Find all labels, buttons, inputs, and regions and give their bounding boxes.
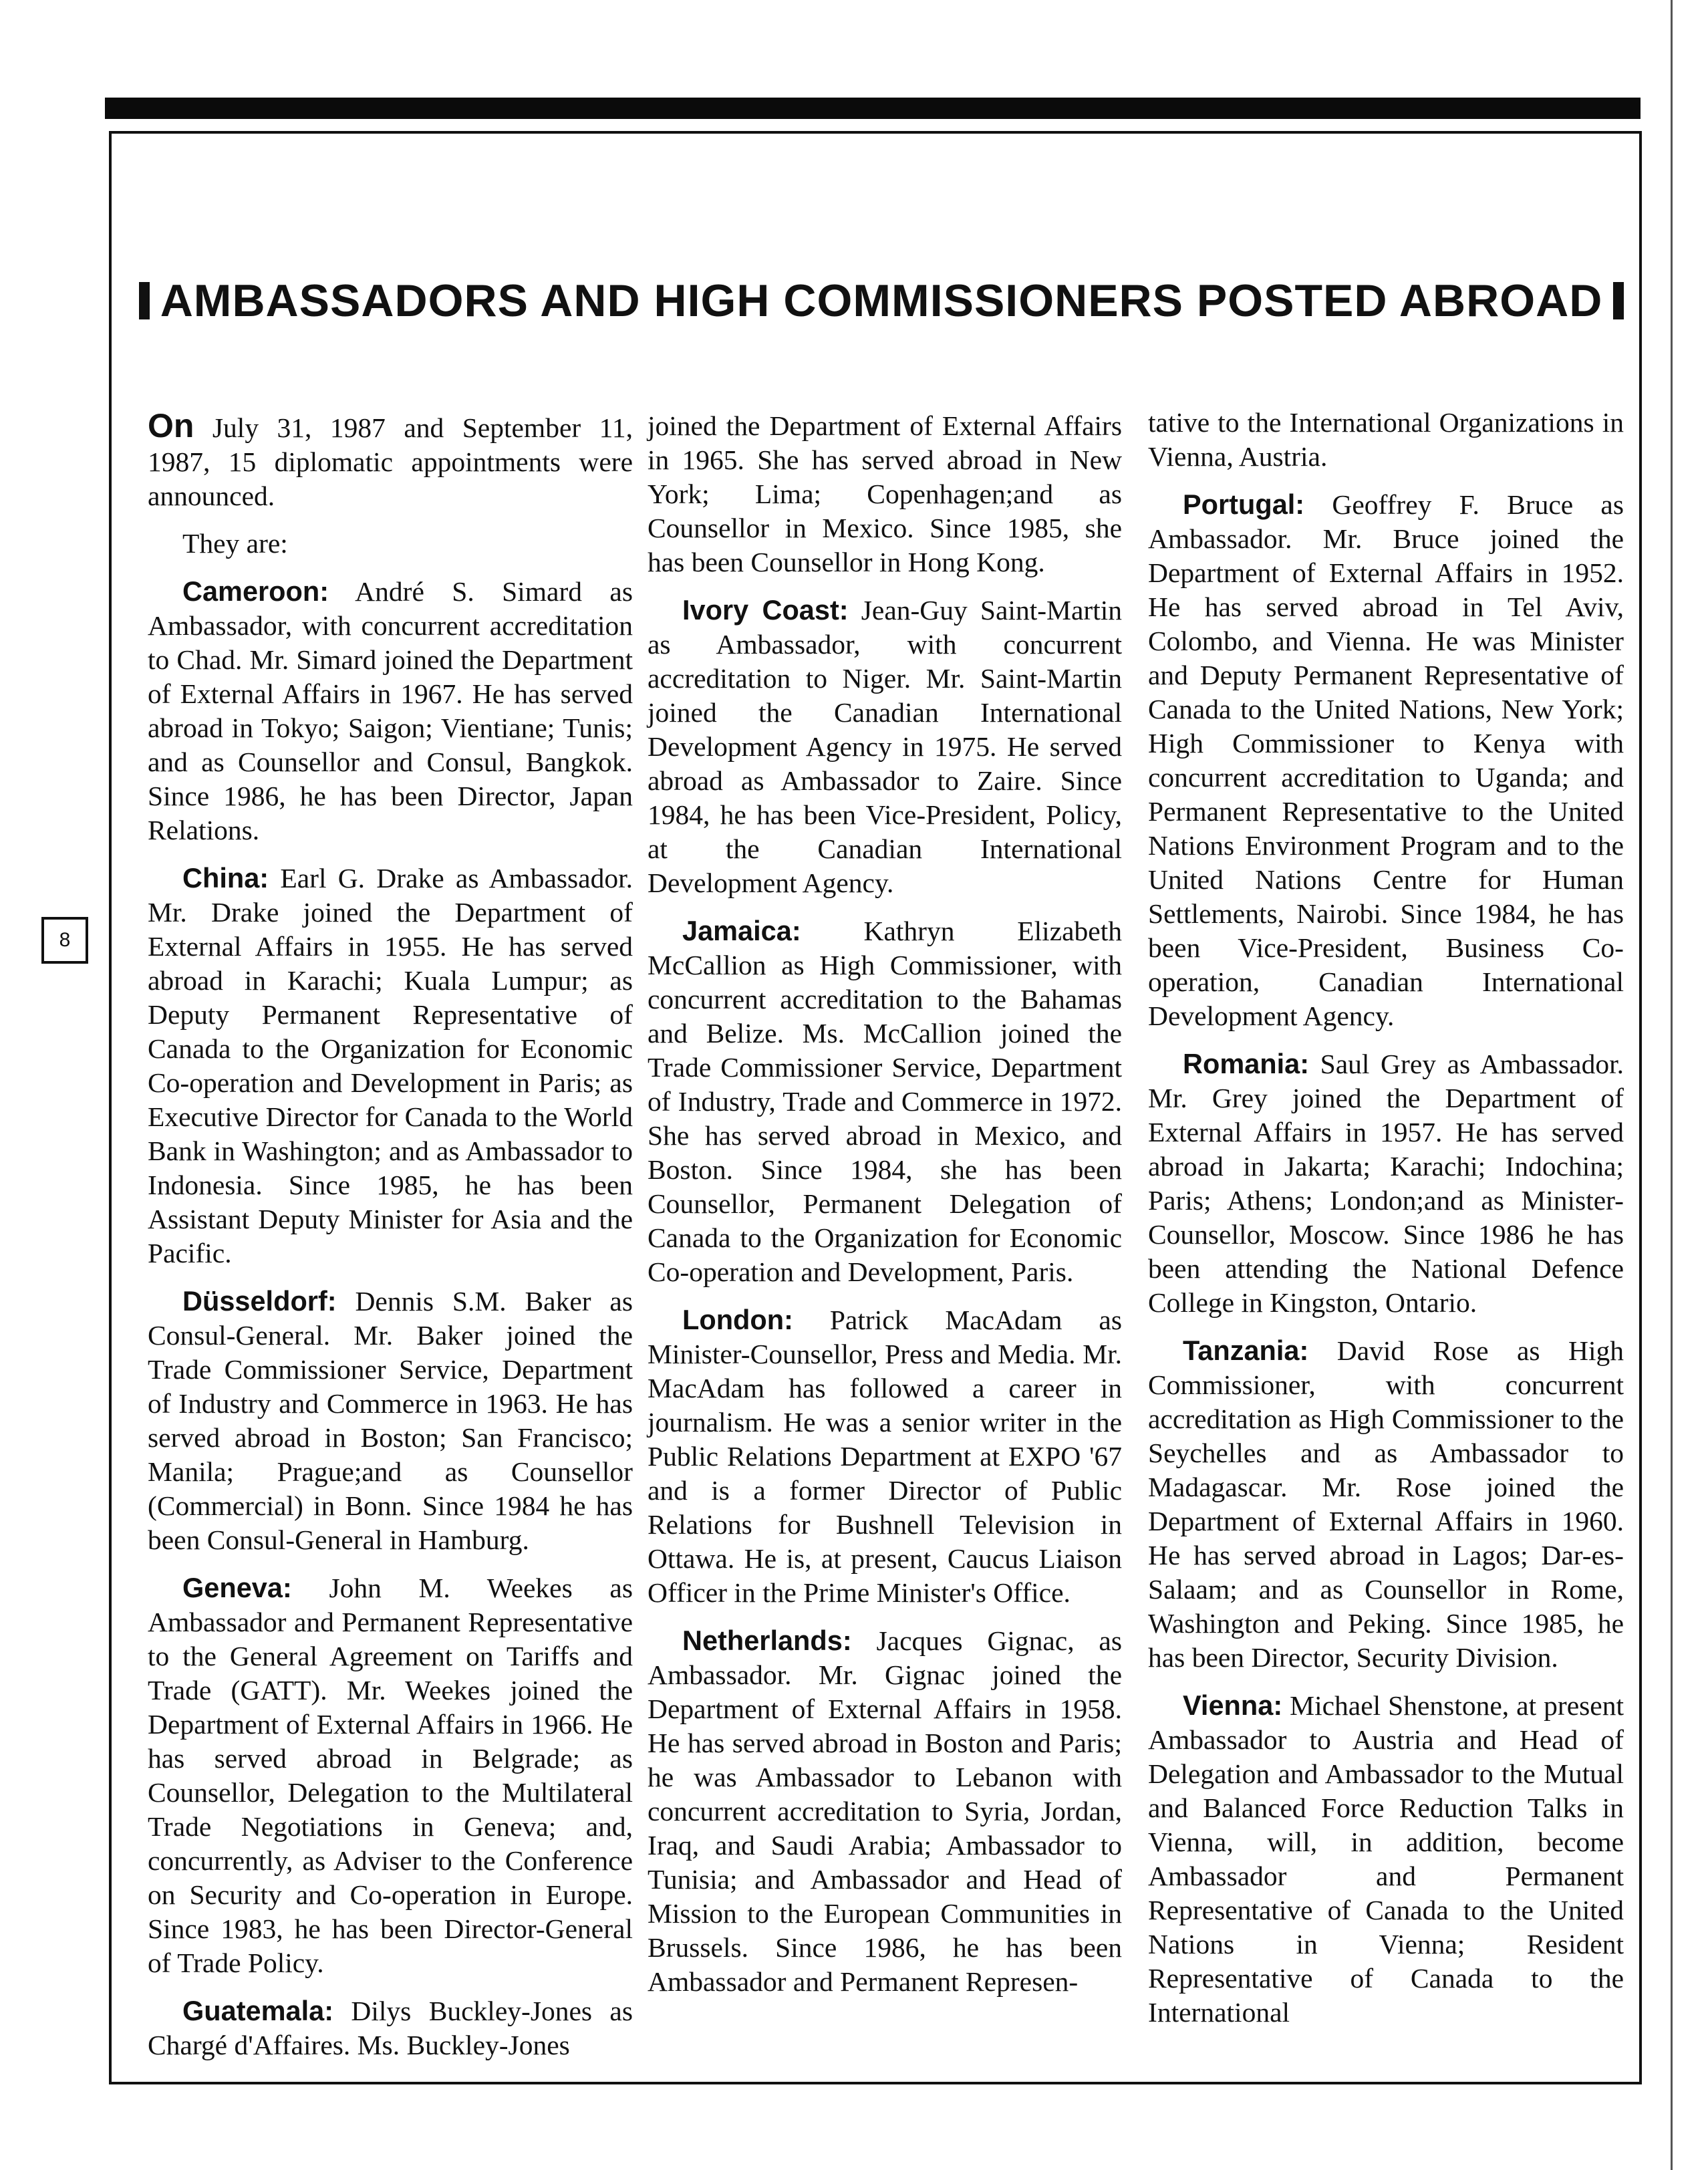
entry-dusseldorf [148, 1284, 633, 1557]
entry-label: Tanzania: [1183, 1335, 1309, 1366]
entry-ivory-coast [648, 593, 1122, 900]
entry-cameroon [148, 574, 633, 847]
entry-text: Saul Grey as Ambassador. Mr. Grey joined the Department of External Affairs in 1957. He has served abroad in Jakarta; Karachi; Indochina; Paris; Athens; London;and as Minister-Counsellor, Moscow. Since 1986 he has been attending the National Defence College in Kingston, Ontario. [1148, 1049, 1624, 1318]
entry-netherlands [648, 1623, 1122, 1999]
entry-text: Jean-Guy Saint-Martin as Ambassador, with concurrent accreditation to Niger. Mr. Saint-Martin joined the Canadian International Development Agency in 1975. He served abroad as Ambassador to Zaire. Since 1984, he has been Vice-President, Policy, at the Canadian International Development Agency. [648, 595, 1122, 898]
entry-text: Patrick MacAdam as Minister-Counsellor, Press and Media. Mr. MacAdam has followed a career in journalism. He was a senior writer in the Public Relations Department at EXPO '67 and is a former Director of Public Relations for Bushnell Television in Ottawa. He is, at present, Caucus Liaison Officer in the Prime Minister's Office. [648, 1305, 1122, 1608]
entry-text: Michael Shenstone, at present Ambassador to Austria and Head of Delegation and Ambassador to the Mutual and Balanced Force Reduction Talks in Vienna, will, in addition, become Ambassador and Permanent Representative of Canada to the United Nations in Vienna; Resident Representative of Canada to the International [1148, 1690, 1624, 2028]
intro-text: July 31, 1987 and September 11, 1987, 15 diplomatic appointments were announced. [148, 412, 633, 511]
entry-label: Vienna: [1183, 1689, 1283, 1721]
text-column-1 [148, 409, 633, 2076]
entry-text: Dennis S.M. Baker as Consul-General. Mr. Baker joined the Trade Commissioner Service, Department of Industry and Commerce in 1963. He has served abroad in Boston; San Francisco; Manila; Prague;and as Counsellor (Commercial) in Bonn. Since 1984 he has been Consul-General in Hamburg. [148, 1286, 633, 1555]
entry-jamaica [648, 914, 1122, 1289]
entry-label: Cameroon: [182, 575, 329, 607]
text-column-2 [648, 409, 1122, 2012]
entry-text: André S. Simard as Ambassador, with concurrent accreditation to Chad. Mr. Simard joined the Department of External Affairs in 1967. He has served abroad in Tokyo; Saigon; Vientiane; Tunis; and as Counsellor and Consul, Bangkok. Since 1986, he has been Director, Japan Relations. [148, 576, 633, 845]
entry-text: Geoffrey F. Bruce as Ambassador. Mr. Bruce joined the Department of External Affairs in 1952. He has served abroad in Tel Aviv, Colombo, and Vienna. He was Minister and Deputy Permanent Representative of Canada to the United Nations, New York; High Commissioner to Kenya with concurrent accreditation to Uganda; and Permanent Representative to the United Nations Environment Program and to the United Nations Centre for Human Settlements, Nairobi. Since 1984, he has been Vice-President, Business Co-operation, Canadian International Development Agency. [1148, 489, 1624, 1031]
page-title-text: AMBASSADORS AND HIGH COMMISSIONERS POSTED ABROAD [160, 275, 1603, 326]
entry-netherlands-continued: tative to the International Organizations in Vienna, Austria. [1148, 407, 1624, 472]
intro-dropcap: On [148, 407, 194, 444]
entry-text: Earl G. Drake as Ambassador. Mr. Drake joined the Department of External Affairs in 1955. He has served abroad in Karachi; Kuala Lumpur; as Deputy Permanent Representative of Canada to the Organization for Economic Co-operation and Development in Paris; as Executive Director for Canada to the World Bank in Washington; and as Ambassador to Indonesia. Since 1985, he has been Assistant Deputy Minister for Asia and the Pacific. [148, 863, 633, 1268]
entry-label: Romania: [1183, 1048, 1310, 1079]
entry-tanzania [1148, 1333, 1624, 1675]
entry-label: China: [182, 862, 269, 894]
page-title [143, 271, 1620, 331]
text-column-3 [1148, 406, 1624, 2043]
entry-china [148, 861, 633, 1270]
entry-text: Kathryn Elizabeth McCallion as High Commissioner, with concurrent accreditation to the Bahamas and Belize. Ms. McCallion joined the Trade Commissioner Service, Department of Industry, Trade and Commerce in 1972. She has served abroad in Mexico, and Boston. Since 1984, she has been Counsellor, Permanent Delegation of Canada to the Organization for Economic Co-operation and Development, Paris. [648, 916, 1122, 1287]
entry-geneva [148, 1571, 633, 1980]
entry-label: Ivory Coast: [682, 594, 849, 626]
entry-label: Düsseldorf: [182, 1285, 337, 1317]
entry-portugal [1148, 487, 1624, 1033]
entry-label: Portugal: [1183, 489, 1305, 520]
page-number: 8 [41, 917, 88, 964]
entry-label: Netherlands: [682, 1625, 852, 1656]
entry-text: David Rose as High Commissioner, with concurrent accreditation as High Commissioner to the Seychelles and as Ambassador to Madagascar. Mr. Rose joined the Department of External Affairs in 1960. He has served abroad in Lagos; Dar-es-Salaam; and as Counsellor in Rome, Washington and Peking. Since 1985, he has been Director, Security Division. [1148, 1335, 1624, 1673]
entry-text: Jacques Gignac, as Ambassador. Mr. Gignac joined the Department of External Affairs in 1958. He has served abroad in Boston and Paris; he was Ambassador to Lebanon with concurrent accreditation to Syria, Jordan, Iraq, and Saudi Arabia; Ambassador to Tunisia; and Ambassador and Head of Mission to the European Communities in Brussels. Since 1986, he has been Ambassador and Permanent Represen- [648, 1625, 1122, 1997]
entry-romania [1148, 1047, 1624, 1320]
square-bullet-icon [1613, 282, 1624, 319]
entry-label: Geneva: [182, 1572, 292, 1603]
entry-label: Guatemala: [182, 1995, 334, 2026]
entry-label: Jamaica: [682, 915, 801, 946]
entry-text: Dilys Buckley-Jones as Chargé d'Affaires. Ms. Buckley-Jones [148, 1996, 633, 2060]
entry-guatemala [148, 1994, 633, 2062]
entry-london [648, 1303, 1122, 1610]
top-rule-bar [105, 98, 1641, 119]
entry-text: John M. Weekes as Ambassador and Permanent Representative to the General Agreement on Tariffs and Trade (GATT). Mr. Weekes joined the Department of External Affairs in 1966. He has served abroad in Belgrade; as Counsellor, Delegation to the Multilateral Trade Negotiations in Geneva; and, concurrently, as Adviser to the Conference on Security and Co-operation in Europe. Since 1983, he has been Director-General of Trade Policy. [148, 1573, 633, 1978]
page-edge-line [1671, 0, 1678, 2170]
entry-guatemala-continued: joined the Department of External Affairs in 1965. She has served abroad in New York; Lima; Copenhagen;and as Counsellor in Mexico. Since 1985, she has been Counsellor in Hong Kong. [648, 410, 1122, 577]
entry-label: London: [682, 1304, 793, 1335]
intro-paragraph [148, 409, 633, 513]
they-are-line: They are: [182, 528, 288, 559]
entry-vienna [1148, 1688, 1624, 2030]
square-bullet-icon [139, 282, 150, 319]
